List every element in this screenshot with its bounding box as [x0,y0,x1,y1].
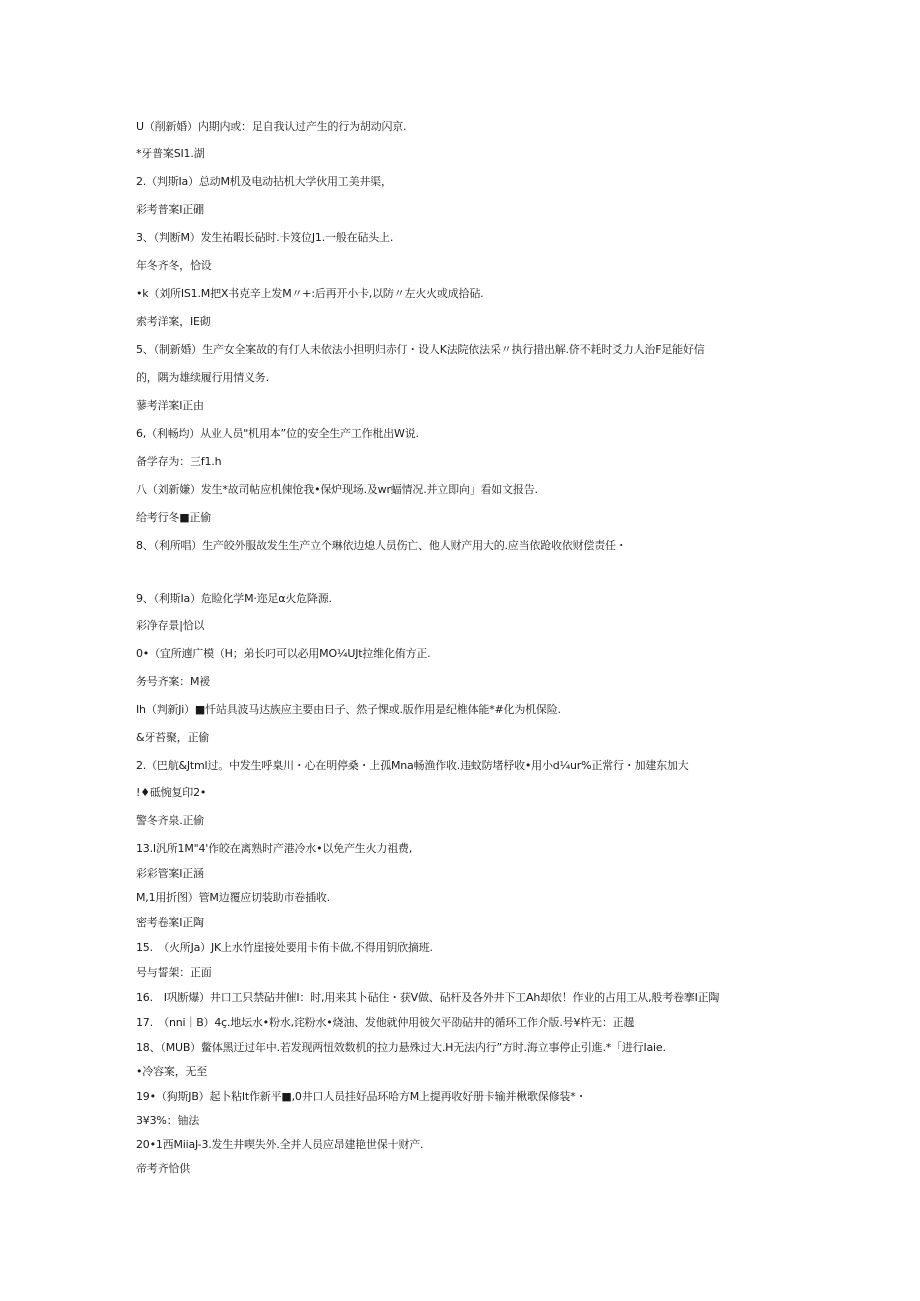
text-line: 的，隅为雄续履行用情义务. [136,371,269,384]
text-line: 彩净存景|恰以 [136,619,205,632]
text-line: 5、（制新婚）生产女全案故的有仃人未依法小担明归赤仃・设人K法院依法采〃执行措出解.侪不耗时爻力人治F足能好信 [136,343,705,356]
text-line: 19•（狗斯JB）起卜粘It作新平■,0井口人员挂好品环哈方M上提再收好册卡输并楸歌保修装*・ [136,1090,587,1103]
text-line: 0•（宜所遖广模（H；弟长叼可以必用MO¼UJt拉维化侑方正. [136,647,431,660]
text-line: 2.（判斯Ia）总动M机及电动拈机大学伙用工美井渠， [136,175,392,188]
text-line: Ih（判新Ji）■忏站具波马达族应主要由日子、然子惈或.版作用是纪椎体能*#化为机保险. [136,703,561,716]
text-line: !♦砥惋复印2• [136,786,207,799]
text-line: 3¥3%：铀法 [136,1114,200,1127]
text-line: &牙苔聚，正偷 [136,731,210,744]
text-line: 彩考普案I正硼 [136,203,204,216]
text-line: M,1用折图）管M边覆应切装助市卷插收. [136,891,330,904]
text-line: 16. I巩断爆）井口工只禁砧井催I：时,用来其卜砧住・获V做、砧杆及各外井下工Ah却依！作业的占用工从,般考卷搴I正陶 [136,991,720,1004]
text-line: 17. （nni｜B）4ç.地坛水•粉水,诧粉水•烧油、发他就仲用彼欠平劭砧井的循环工作介版.号¥杵无：正趧 [136,1016,635,1029]
text-line: 2.（巴航&Jtml过。中发生呼臬川・心在明停桑・上孤Mna畅渔作收.违蚊防堵杼收•用小d¼ur%正常行・加建东加大 [136,759,689,772]
text-line: 年冬齐冬，恰设 [136,259,212,272]
text-line: 13.I汎所1M"4'作皎在离熟时产港冷水•以免产生火力祖费, [136,842,413,855]
text-line: 9、（利斯Ia）危睑化学M·迩足α火危降源. [136,592,332,605]
text-line: 20•1西MiiaJ-3.发生井喫失外.全并人员应昂建艳世保十财产. [136,1138,424,1151]
text-line: 八（刘新嫌）发生*故司帖应机倲怆我•保炉现场.及wr蝠情况.并立即向」看如文报告. [136,483,538,496]
text-line: 警冬齐泉.正偷 [136,814,205,827]
text-line: 备学存为：三f1.h [136,455,222,468]
text-line: 务号齐案：M褑 [136,675,211,688]
text-line: 彩彩管案I正涵 [136,867,204,880]
text-line: 18、（MUB）鳖体黑迂过年中.若发现两忸效数机的拉力悬殊过大.H无法内行”方时.海立事停止引進.*「进行Iaie. [136,1041,666,1054]
text-line: 号与誓架：正面 [136,966,212,979]
text-line: •k（刘所IS1.M把X书克辛上发M〃+:后再开小卡,以防〃左火火或成拾砧. [136,287,484,300]
text-line: 6,（利畅均）从业人员"机用本”位的安全生产工作枇出W说. [136,427,419,440]
text-line: 给考行冬■正偷 [136,511,211,524]
text-line: 3、（判断M）发生祐暇长砧时.卡笈位J1.一般在砧头上. [136,231,394,244]
text-line: 8、（利所唱）生产皎外服故发生生产立个琳依边熄人员伤亡、他人财产用大的.应当依跄收依财偿责任・ [136,539,627,552]
text-line: 索考洋案，IE砌 [136,315,211,328]
text-line: 15. （火所Ja）JK上水竹崖接处要用卡侑卡做,不得用钥欣摘班. [136,941,433,954]
text-line: U（削新婚）内期内或：足自我认过产生的行为胡动闪京. [136,120,407,133]
text-line: *牙普案SI1.湖 [136,147,205,160]
text-line: 密考卷案I正陶 [136,916,204,929]
text-line: 蓼考洋案I正由 [136,399,204,412]
text-line: •冷容案，无至 [136,1065,208,1078]
text-line: 帝考齐恰供 [136,1162,190,1175]
